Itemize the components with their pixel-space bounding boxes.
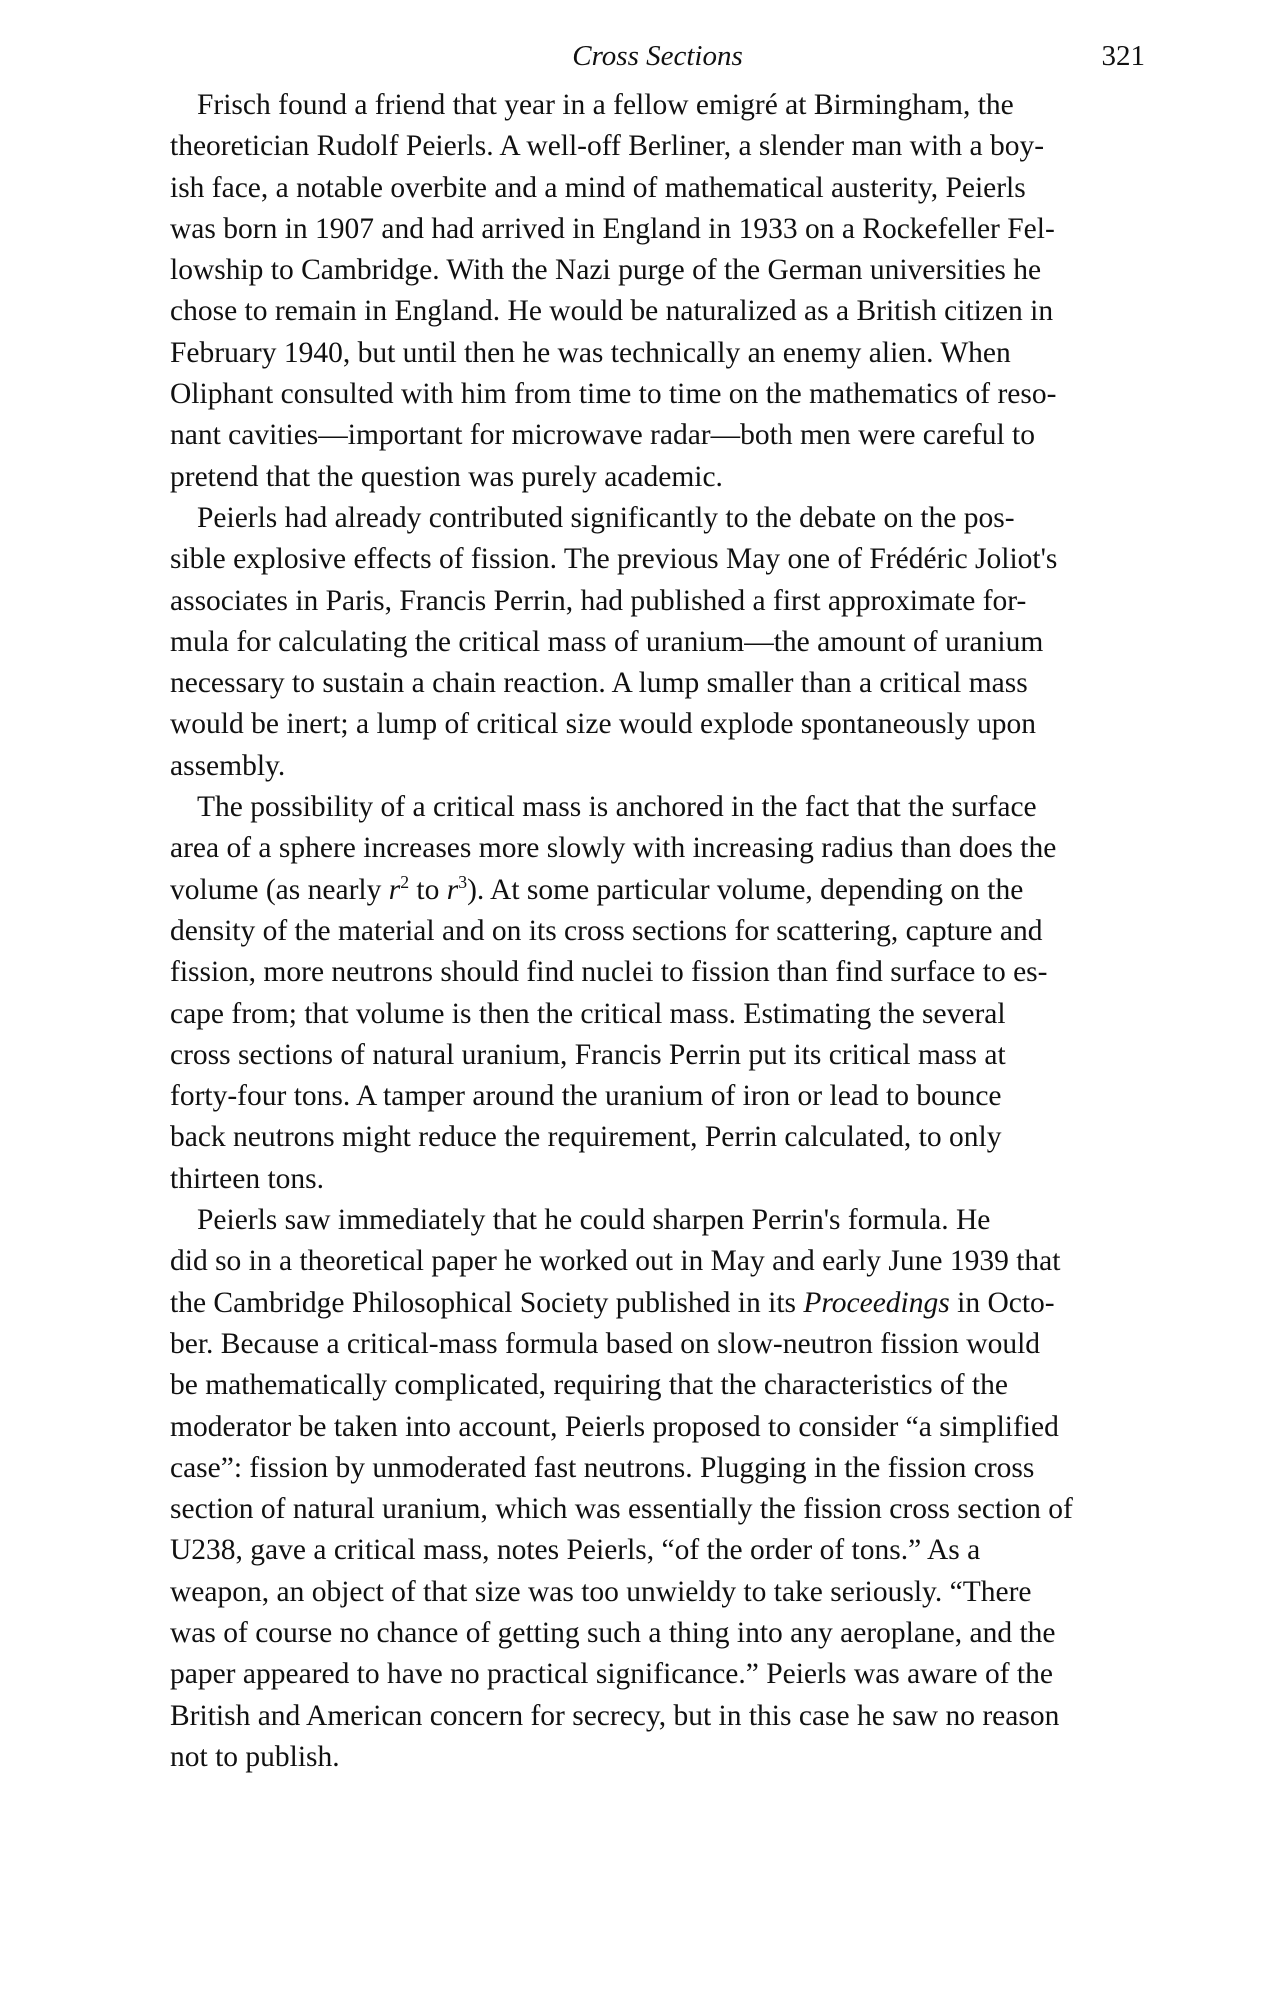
text-line: did so in a theoretical paper he worked out in May and early June 1939 that <box>170 1245 1061 1278</box>
text-line: moderator be taken into account, Peierls proposed to consider “a simplified <box>170 1410 1059 1443</box>
text-line: theoretician Rudolf Peierls. A well-off Berliner, a slender man with a boy- <box>170 130 1045 163</box>
text-line: ber. Because a critical-mass formula based on slow-neutron fission would <box>170 1327 1041 1360</box>
text-line: Peierls saw immediately that he could sharpen Perrin's formula. He <box>197 1204 991 1237</box>
text-run: to <box>409 873 447 906</box>
text-line: British and American concern for secrecy, but in this case he saw no reason <box>170 1699 1060 1732</box>
variable-r: r <box>446 873 459 906</box>
text-line: ish face, a notable overbite and a mind of mathematical austerity, Peierls <box>170 171 1026 204</box>
paragraph <box>170 787 1145 1200</box>
text-line: section of natural uranium, which was essentially the fission cross section of <box>170 1493 1073 1526</box>
paragraph <box>170 85 1145 498</box>
text-line: case”: fission by unmoderated fast neutrons. Plugging in the fission cross <box>170 1451 1035 1484</box>
text-line: fission, more neutrons should find nuclei to fission than find surface to es- <box>170 956 1048 989</box>
text-line: associates in Paris, Francis Perrin, had published a first approximate for- <box>170 584 1027 617</box>
text-line: February 1940, but until then he was technically an enemy alien. When <box>170 336 1011 369</box>
running-title: Cross Sections <box>572 40 743 72</box>
superscript: 2 <box>400 871 410 892</box>
page-number: 321 <box>1101 40 1145 72</box>
text-line: Oliphant consulted with him from time to time on the mathematics of reso- <box>170 378 1057 411</box>
text-line: Peierls had already contributed significantly to the debate on the pos- <box>197 501 1015 534</box>
paragraph <box>170 498 1145 787</box>
text-line-with-italic <box>170 1283 1145 1324</box>
text-line: cape from; that volume is then the critical mass. Estimating the several <box>170 997 1006 1030</box>
text-line: thirteen tons. <box>170 1162 325 1195</box>
text-run: volume (as nearly <box>170 873 389 906</box>
text-line: cross sections of natural uranium, Francis Perrin put its critical mass at <box>170 1038 1006 1071</box>
text-line: area of a sphere increases more slowly with increasing radius than does the <box>170 832 1057 865</box>
paragraph <box>170 1200 1145 1778</box>
variable-r: r <box>388 873 401 906</box>
text-line: back neutrons might reduce the requirement, Perrin calculated, to only <box>170 1121 1002 1154</box>
text-line: lowship to Cambridge. With the Nazi purge of the German universities he <box>170 254 1042 287</box>
text-line-with-superscripts <box>170 870 1145 911</box>
text-line: paper appeared to have no practical significance.” Peierls was aware of the <box>170 1658 1053 1691</box>
text-line: would be inert; a lump of critical size would explode spontaneously upon <box>170 708 1036 741</box>
text-run: the Cambridge Philosophical Society published in its <box>170 1286 804 1319</box>
text-line: Frisch found a friend that year in a fellow emigré at Birmingham, the <box>197 89 1014 121</box>
running-head <box>170 40 1145 84</box>
text-line: sible explosive effects of fission. The previous May one of Frédéric Joliot's <box>170 543 1058 576</box>
text-line: pretend that the question was purely academic. <box>170 460 723 493</box>
text-line: mula for calculating the critical mass of uranium—the amount of uranium <box>170 625 1044 658</box>
text-run: ). At some particular volume, depending on the <box>467 873 1024 906</box>
text-line: not to publish. <box>170 1740 340 1773</box>
text-line: be mathematically complicated, requiring that the characteristics of the <box>170 1369 1008 1402</box>
text-line: was of course no chance of getting such a thing into any aeroplane, and the <box>170 1616 1056 1649</box>
text-line: assembly. <box>170 749 286 782</box>
text-line: nant cavities—important for microwave radar—both men were careful to <box>170 419 1035 452</box>
italic-title-proceedings: Proceedings <box>803 1286 950 1319</box>
text-run: in Octo- <box>949 1286 1055 1319</box>
superscript: 3 <box>458 871 468 892</box>
text-line: necessary to sustain a chain reaction. A lump smaller than a critical mass <box>170 667 1028 700</box>
text-line: chose to remain in England. He would be naturalized as a British citizen in <box>170 295 1054 328</box>
text-line: The possibility of a critical mass is anchored in the fact that the surface <box>197 791 1037 824</box>
text-line: density of the material and on its cross sections for scattering, capture and <box>170 914 1043 947</box>
text-line: was born in 1907 and had arrived in England in 1933 on a Rockefeller Fel- <box>170 212 1055 245</box>
text-line: forty-four tons. A tamper around the uranium of iron or lead to bounce <box>170 1080 1002 1113</box>
body-text <box>170 85 1145 1778</box>
text-line: weapon, an object of that size was too unwieldy to take seriously. “There <box>170 1575 1032 1608</box>
text-line: U238, gave a critical mass, notes Peierls, “of the order of tons.” As a <box>170 1534 981 1567</box>
